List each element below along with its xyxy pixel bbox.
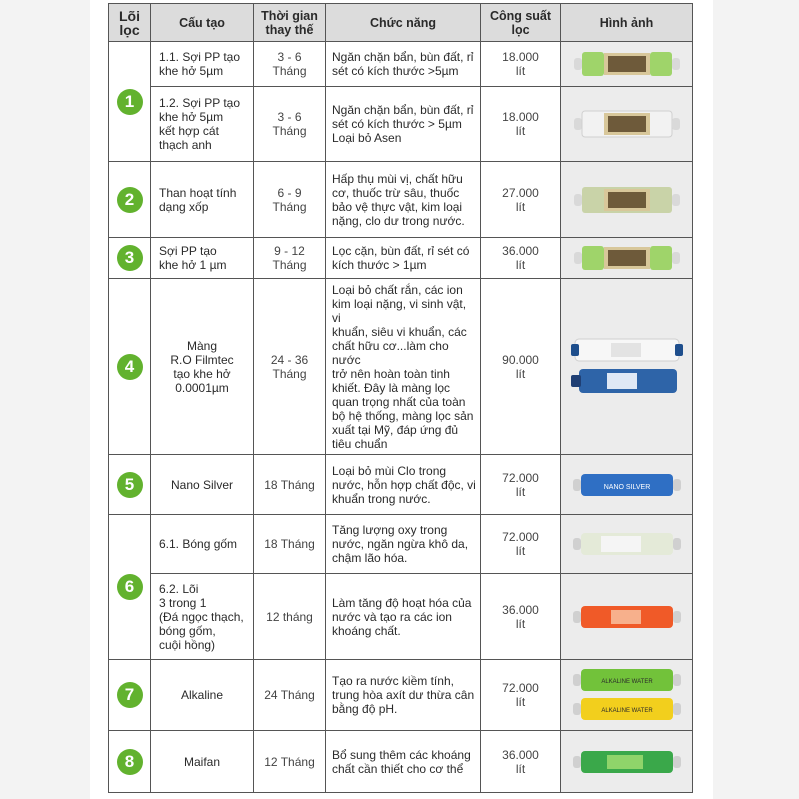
function-cell: Tăng lượng oxy trong nước, ngăn ngừa khô da, chậm lão hóa. — [326, 515, 481, 574]
core-number-cell — [109, 455, 151, 515]
time-cell: 18 Tháng — [254, 515, 326, 574]
function-cell: Loại bỏ mùi Clo trong nước, hỗn hợp chất độc, vi khuẩn trong nước. — [326, 455, 481, 515]
carbon-filter-cartridge-icon — [572, 184, 682, 216]
image-cell — [561, 162, 693, 238]
structure-cell: 6.2. Lõi 3 trong 1 (Đá ngọc thạch, bóng gốm, cuội hồng) — [151, 574, 254, 660]
structure-cell: Than hoạt tính dạng xốp — [151, 162, 254, 238]
capacity-cell: 36.000 lít — [481, 731, 561, 793]
pp-sand-filter-cartridge-icon — [572, 108, 682, 140]
structure-cell: Nano Silver — [151, 455, 254, 515]
time-cell: 24 Tháng — [254, 660, 326, 731]
header-function: Chức năng — [326, 4, 481, 42]
table-row — [109, 731, 693, 793]
core-number-badge: 5 — [117, 472, 143, 498]
time-cell: 9 - 12 Tháng — [254, 238, 326, 279]
image-cell — [561, 515, 693, 574]
structure-cell: Maifan — [151, 731, 254, 793]
capacity-cell: 27.000 lít — [481, 162, 561, 238]
core-number-badge: 3 — [117, 245, 143, 271]
function-cell: Làm tăng độ hoạt hóa của nước và tạo ra các ion khoáng chất. — [326, 574, 481, 660]
table-row — [109, 455, 693, 515]
capacity-cell: 90.000 lít — [481, 279, 561, 455]
header-core: Lõi lọc — [109, 4, 151, 42]
core-number-cell — [109, 515, 151, 660]
core-number-cell — [109, 660, 151, 731]
time-cell: 3 - 6 Tháng — [254, 87, 326, 162]
time-cell: 12 Tháng — [254, 731, 326, 793]
header-image: Hình ảnh — [561, 4, 693, 42]
capacity-cell: 36.000 lít — [481, 574, 561, 660]
pp-filter-cartridge-icon — [572, 49, 682, 79]
table-row — [109, 660, 693, 731]
structure-cell: Sợi PP tạo khe hở 1 µm — [151, 238, 254, 279]
structure-cell: Alkaline — [151, 660, 254, 731]
table-header-row — [109, 4, 693, 42]
core-number-badge: 1 — [117, 89, 143, 115]
nano-silver-label: NANO SILVER — [603, 483, 650, 491]
function-cell: Lọc cặn, bùn đất, rỉ sét có kích thước > 1µm — [326, 238, 481, 279]
function-cell: Hấp thụ mùi vị, chất hữu cơ, thuốc trừ sâu, thuốc bảo vệ thực vật, kim loại nặng, clo dư trong nước. — [326, 162, 481, 238]
core-number-cell — [109, 238, 151, 279]
time-cell: 18 Tháng — [254, 455, 326, 515]
alkaline-cartridge-icon — [571, 666, 683, 724]
core-number-badge: 8 — [117, 749, 143, 775]
core-number-badge: 6 — [117, 574, 143, 600]
ceramic-ball-cartridge-icon — [571, 530, 683, 558]
image-cell — [561, 279, 693, 455]
image-cell — [561, 42, 693, 87]
ro-membrane-housing-icon — [567, 335, 687, 399]
capacity-cell: 72.000 lít — [481, 455, 561, 515]
nano-silver-cartridge-icon — [571, 471, 683, 499]
table-row — [109, 162, 693, 238]
core-number-cell — [109, 731, 151, 793]
capacity-cell: 72.000 lít — [481, 515, 561, 574]
three-in-one-cartridge-icon — [571, 603, 683, 631]
time-cell: 12 tháng — [254, 574, 326, 660]
table-row — [109, 42, 693, 87]
capacity-cell: 18.000 lít — [481, 42, 561, 87]
image-cell — [561, 238, 693, 279]
structure-cell: 1.1. Sợi PP tạo khe hở 5µm — [151, 42, 254, 87]
structure-cell: 6.1. Bóng gốm — [151, 515, 254, 574]
function-cell: Ngăn chặn bẩn, bùn đất, rỉ sét có kích thước >5µm — [326, 42, 481, 87]
capacity-cell: 36.000 lít — [481, 238, 561, 279]
core-number-badge: 2 — [117, 187, 143, 213]
time-cell: 3 - 6 Tháng — [254, 42, 326, 87]
function-cell: Tạo ra nước kiềm tính, trung hòa axít dư thừa cân bằng độ pH. — [326, 660, 481, 731]
structure-cell: Màng R.O Filmtec tạo khe hở 0.0001µm — [151, 279, 254, 455]
function-cell: Loại bỏ chất rắn, các ion kim loại nặng, vi sinh vật, vi khuẩn, siêu vi khuẩn, các chất hữu cơ...làm cho nước trở nên hoàn toàn tinh khiết. Đây là màng lọc quan trọng nhất của toàn bộ hệ thống, màng lọc sản xuất tại Mỹ, đáp ứng đủ tiêu chuẩn — [326, 279, 481, 455]
image-cell — [561, 731, 693, 793]
core-number-cell — [109, 162, 151, 238]
function-cell: Ngăn chặn bẩn, bùn đất, rỉ sét có kích thước > 5µm Loại bỏ Asen — [326, 87, 481, 162]
image-cell — [561, 660, 693, 731]
function-cell: Bổ sung thêm các khoáng chất cần thiết cho cơ thể — [326, 731, 481, 793]
filter-spec-table — [108, 3, 693, 793]
pp-1um-filter-cartridge-icon — [572, 243, 682, 273]
header-structure: Cấu tạo — [151, 4, 254, 42]
table-row — [109, 238, 693, 279]
table-row — [109, 87, 693, 162]
header-replace-time: Thời gian thay thế — [254, 4, 326, 42]
image-cell — [561, 455, 693, 515]
structure-cell: 1.2. Sợi PP tạo khe hở 5µm kết hợp cát thạch anh — [151, 87, 254, 162]
header-capacity: Công suất lọc — [481, 4, 561, 42]
table-row — [109, 279, 693, 455]
capacity-cell: 72.000 lít — [481, 660, 561, 731]
alkaline-label-bottom: ALKALINE WATER — [600, 708, 653, 714]
image-cell — [561, 574, 693, 660]
table-row — [109, 574, 693, 660]
core-number-cell — [109, 42, 151, 162]
capacity-cell: 18.000 lít — [481, 87, 561, 162]
core-number-badge: 4 — [117, 354, 143, 380]
image-cell — [561, 87, 693, 162]
core-number-cell — [109, 279, 151, 455]
maifan-cartridge-icon — [571, 748, 683, 776]
time-cell: 24 - 36 Tháng — [254, 279, 326, 455]
core-number-badge: 7 — [117, 682, 143, 708]
time-cell: 6 - 9 Tháng — [254, 162, 326, 238]
alkaline-label-top: ALKALINE WATER — [600, 679, 653, 685]
table-row — [109, 515, 693, 574]
